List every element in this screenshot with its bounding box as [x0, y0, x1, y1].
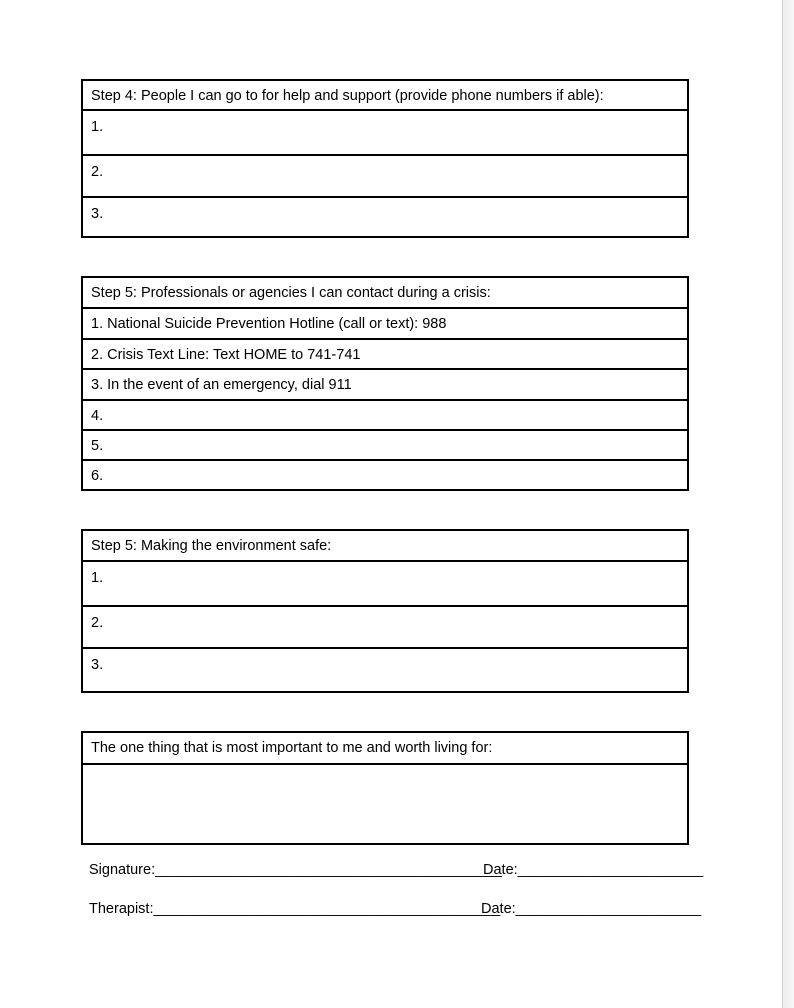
signature-line [89, 862, 704, 878]
step5-professionals-item-6[interactable]: 6. [82, 460, 688, 490]
viewer-background [783, 0, 794, 1008]
therapist-date-field[interactable]: Date:_______________________ [481, 901, 702, 917]
important-thing-field[interactable] [82, 764, 688, 844]
signature-date-field[interactable]: Date:_______________________ [483, 862, 704, 878]
step4-table [81, 79, 689, 238]
step5-professionals-item-1[interactable]: 1. National Suicide Prevention Hotline (call or text): 988 [82, 308, 688, 339]
step4-item-3[interactable]: 3. [82, 197, 688, 237]
step5-environment-item-2[interactable]: 2. [82, 606, 688, 648]
important-thing-heading: The one thing that is most important to me and worth living for: [82, 732, 688, 764]
step4-heading: Step 4: People I can go to for help and support (provide phone numbers if able): [82, 80, 688, 110]
step5-environment-heading: Step 5: Making the environment safe: [82, 530, 688, 561]
step5-environment-item-1[interactable]: 1. [82, 561, 688, 606]
step5-professionals-item-4[interactable]: 4. [82, 400, 688, 430]
step5-professionals-heading: Step 5: Professionals or agencies I can contact during a crisis: [82, 277, 688, 308]
important-thing-table [81, 731, 689, 845]
signature-field[interactable]: Signature:___________________________________________ [89, 862, 502, 878]
step5-professionals-item-5[interactable]: 5. [82, 430, 688, 460]
therapist-field[interactable]: Therapist:___________________________________________ [89, 901, 501, 917]
step5-environment-item-3[interactable]: 3. [82, 648, 688, 692]
step4-item-1[interactable]: 1. [82, 110, 688, 155]
step5-professionals-table [81, 276, 689, 491]
therapist-line [89, 901, 702, 917]
step5-professionals-item-3[interactable]: 3. In the event of an emergency, dial 911 [82, 369, 688, 400]
step5-environment-table [81, 529, 689, 693]
step4-item-2[interactable]: 2. [82, 155, 688, 197]
step5-professionals-item-2[interactable]: 2. Crisis Text Line: Text HOME to 741-741 [82, 339, 688, 369]
